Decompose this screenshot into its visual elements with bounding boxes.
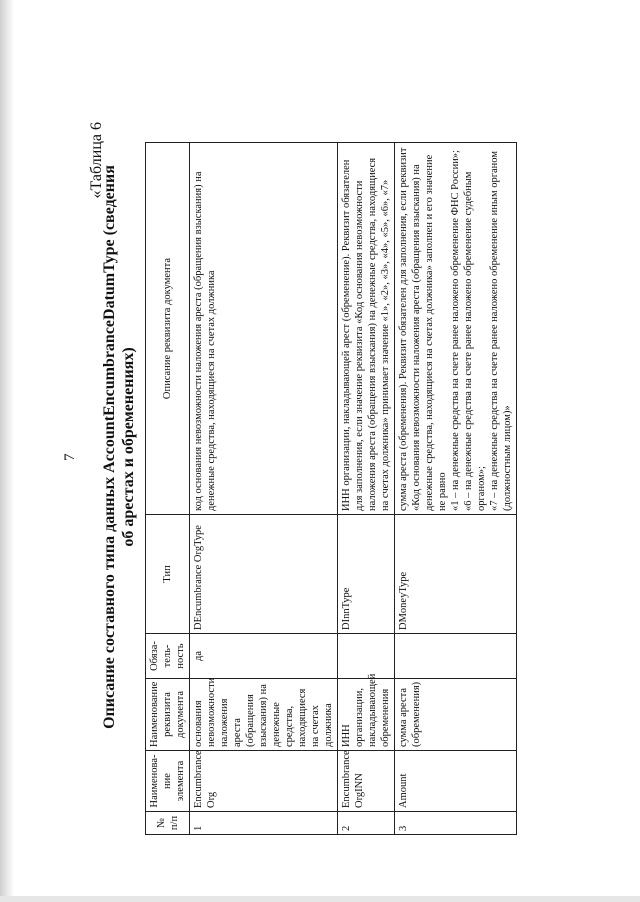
document-title [100,142,138,752]
table-header-row [146,143,190,835]
row-type: DEncumbrance OrgType [190,515,338,634]
row-attribute-name: основания невозможности наложения ареста (обращения взыскания) на денежные средства, находящиеся на счетах должника [190,679,338,751]
header-element: Наименова-ние элемента [146,751,190,812]
row-required: да [190,634,338,679]
header-description: Описание реквизита документа [146,143,190,515]
header-required: Обяза-тель-ность [146,634,190,679]
table-row [190,143,338,835]
row-element: Amount [395,751,517,812]
row-description [395,143,517,515]
row-required [338,634,395,679]
header-number: № п/п [146,812,190,835]
row-element: Encumbrance OrgINN [338,751,395,812]
header-attribute-name: Наименование реквизита документа [146,679,190,751]
description-line: ИНН организации, накладывающей арест (обременение). Реквизит обязателен для заполнения, если значение реквизита «Код основания невозможности наложения ареста (обращения взыскания) на денежные средства, находящиеся на счетах должника» принимает значение «1», «2», «3», «4», «5», «6», «7» [341,157,391,511]
row-attribute-name: ИНН организации, накладывающей обременения [338,679,395,751]
row-type: DInnType [338,515,395,634]
row-attribute-name: сумма ареста (обременения) [395,679,517,751]
description-line: сумма ареста (обременения). Реквизит обязателен для заполнения, если реквизит «Код основания невозможности наложения ареста (обращения взыскания) на денежные средства, находящиеся на счетах должника» заполнен и его значение не равно [398,147,448,511]
row-description [338,143,395,515]
row-number: 3 [395,812,517,835]
title-line-2: об арестах и обременениях) [120,347,137,547]
table-label: «Таблица 6 [88,122,105,199]
row-description [190,143,338,515]
title-line-1: Описание составного типа данных AccountEncumbranceDatumType (сведения [101,165,118,729]
row-number: 1 [190,812,338,835]
header-type: Тип [146,515,190,634]
description-line: код основания невозможности наложения ареста (обращения взыскания) на денежные средства, находящиеся на счетах должника [193,171,217,511]
table-row [395,143,517,835]
description-line: «6 – на денежные средства на счете ранее наложено обременение судебным органом»; [463,171,487,511]
attributes-table [145,142,517,835]
table-row [338,143,395,835]
description-line: «1 – на денежные средства на счете ранее наложено обременение ФНС России»; [450,150,461,511]
row-type: DMoneyType [395,515,517,634]
attributes-table-container [145,142,517,835]
row-element: Encumbrance Org [190,751,338,812]
row-number: 2 [338,812,395,835]
row-required [395,634,517,679]
page-number: 7 [62,453,78,461]
description-line: «7 – на денежные средства на счете ранее наложено обременение иным органом (должностным лицом)» [489,151,513,511]
